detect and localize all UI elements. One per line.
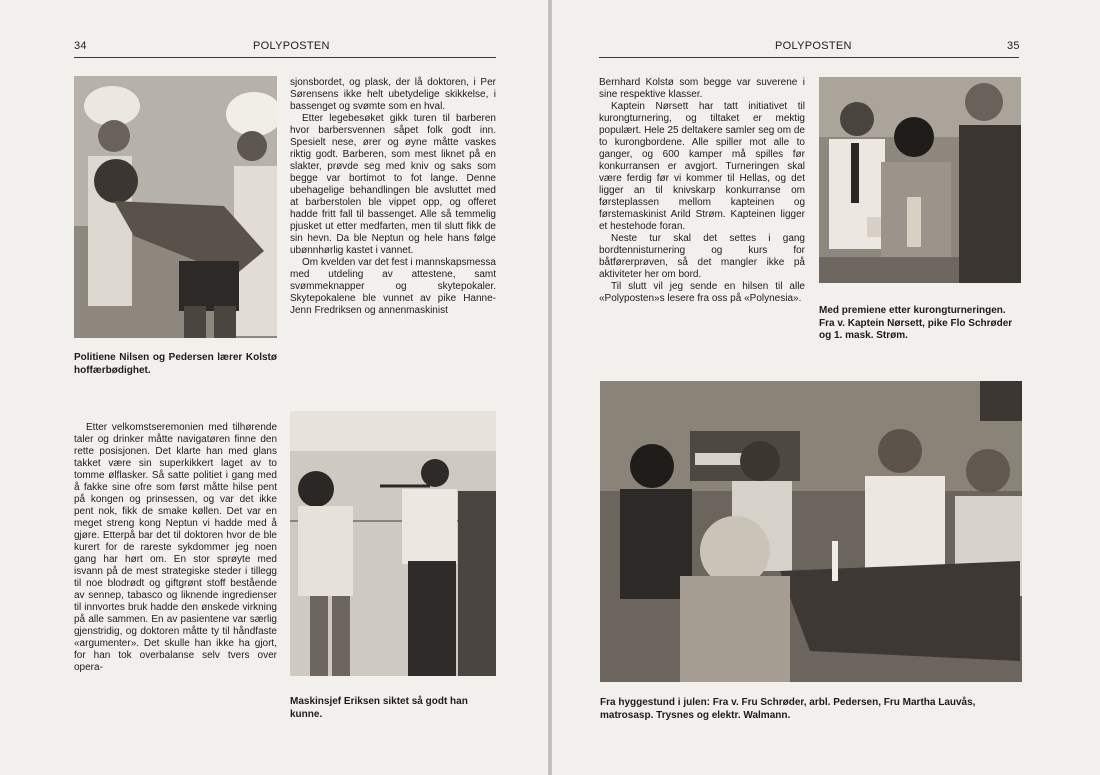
right-page: [552, 0, 1100, 775]
header-rule: [74, 57, 496, 58]
paragraph: Til slutt vil jeg sende en hilsen til alle «Polyposten»s lesere fra oss på «Polynesia».: [599, 281, 805, 304]
photo-caption: Med premiene etter kurongturneringen. Fra v. Kaptein Nørsett, pike Flo Schrøder og 1. mask. Strøm.: [819, 305, 1013, 341]
article-column: [599, 77, 805, 305]
paragraph: sjonsbordet, og plask, der lå doktoren, i Per Sørensens ikke helt ubetydelige skikkelse, i bassenget og svømte som en hval.: [290, 77, 496, 112]
photo-shooting: [290, 411, 496, 676]
paragraph: Etter velkomstseremonien med tilhørende taler og drinker måtte navigatøren finne den rette posisjonen. Det klarte han med glans takket være sin superkikkert laget av to tomme ølflasker. Så satte politiet i gang med å fakke sine ofre som først måtte hilse pent på kongen og prinsessen, og var det ikke pent nok, fikk de smake køllen. Det var en meget streng kong Neptun vi hadde med å gjøre. Etterpå bar det til doktoren hvor de ble kurert for de rareste sykdommer jeg noen gang har hørt om. En stor sprøyte med isvann på de mest strategiske steder i tillegg til noe blodrødt og giftgrønt stoff bestående av sennep, tabasco og liknende ingredienser til innvortes bruk hadde den ønskede virkning på alle sammen. En av pasientene var særlig gjenstridig, og doktoren måtte ty til håndfaste «argumenter». Det skulle han ikke ha gjort, for han tok overbalanse selv tvers over opera-: [74, 422, 277, 673]
paragraph: Kaptein Nørsett har tatt initiativet til kurongturnering, og tiltaket er mektig populært. Hele 25 deltakere samler seg om de to kurongbordene. Alle spiller mot alle to ganger, og 600 kamper må spilles før konkurransen er avgjort. Turneringen skal være ferdig før vi kommer til Hellas, og det ligger an til knivskarp konkurranse om førsteplassen mellom kapteinen og førstemaskinist Arild Strøm. Kapteinen ligger et hestehode foran.: [599, 101, 805, 232]
article-column: [74, 422, 277, 674]
paragraph: Om kvelden var det fest i mannskapsmessa med utdeling av attestene, samt svømmeknapper og skytepokaler. Skytepokalene ble vunnet av pike Hanne-Jenn Fredriksen og annenmaskinist: [290, 257, 496, 316]
paragraph: Neste tur skal det settes i gang bordtennisturnering og kurs for båtførerprøven, så det mangler ikke på aktiviteter her om bord.: [599, 233, 805, 280]
photo-christmas-gathering: [600, 381, 1022, 682]
photo-kurong-prizes: [819, 77, 1021, 283]
page-number: 35: [1007, 40, 1020, 52]
paragraph: Bernhard Kolstø som begge var suverene i sine respektive klasser.: [599, 77, 805, 100]
paragraph: Etter legebesøket gikk turen til barberen hvor barbersvennen såpet folk godt inn. Spesielt nese, ører og øyne måtte vaskes riktig godt. Barberen, som mest liknet på en slakter, prøvde seg med kniv og saks som begge var bortimot to fot lange. Denne ubehagelige behandlingen ble avsluttet med at barberstolen ble vippet opp, og offeret hadde fritt fall til bassenget. Alle så temmelig pjusket ut etter medfarten, men til slutt fikk de sin hevn. Da ble Neptun og hele hans følge ubønnhørlig kastet i vannet.: [290, 113, 496, 256]
article-column: [290, 77, 496, 317]
left-page: [0, 0, 548, 775]
page-number: 34: [74, 40, 87, 52]
photo-police-ceremony: [74, 76, 277, 338]
header-rule: [599, 57, 1019, 58]
running-head: POLYPOSTEN: [775, 40, 852, 52]
running-head: POLYPOSTEN: [253, 40, 330, 52]
photo-caption: Politiene Nilsen og Pedersen lærer Kolstø hoffærbødighet.: [74, 352, 277, 376]
photo-caption: Maskinsjef Eriksen siktet så godt han kunne.: [290, 696, 468, 720]
photo-caption: Fra hyggestund i julen: Fra v. Fru Schrøder, arbl. Pedersen, Fru Martha Lauvås, matrosasp. Trysnes og elektr. Walmann.: [600, 697, 976, 721]
